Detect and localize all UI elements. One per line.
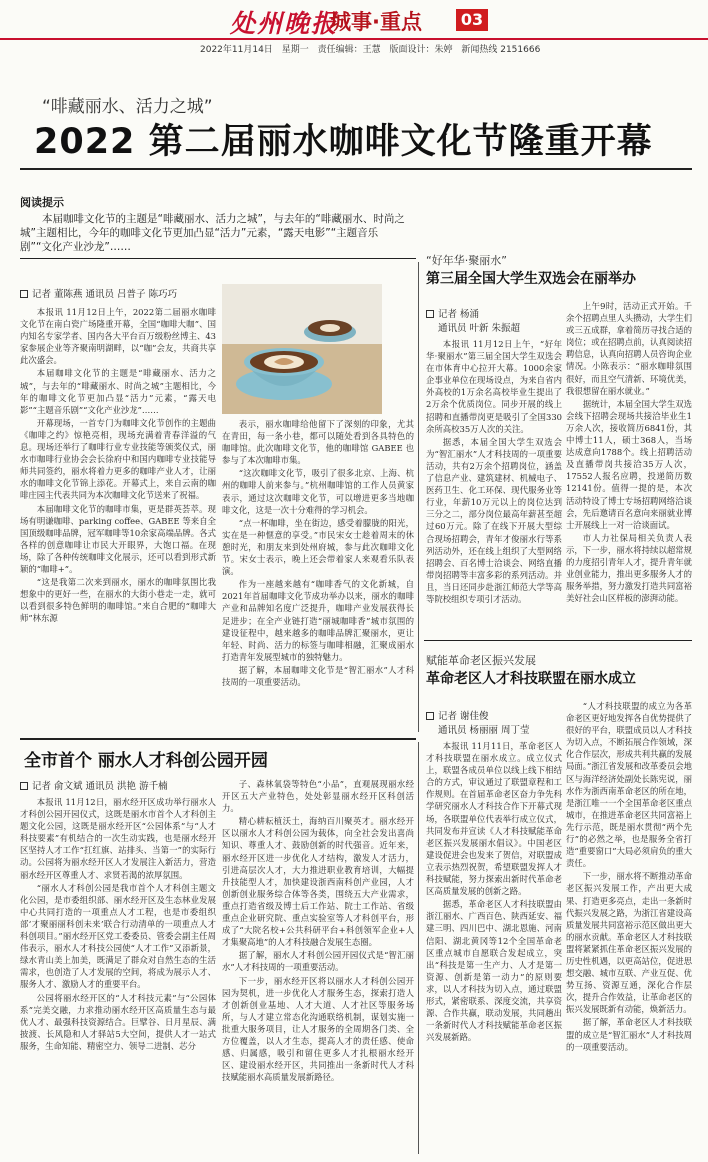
lead-byline — [20, 286, 177, 300]
coffee-photo — [222, 284, 382, 414]
story-b-column-2 — [222, 778, 414, 1084]
summary-rule — [20, 258, 416, 259]
masthead — [0, 0, 708, 46]
masthead-rule — [0, 38, 708, 40]
paragraph: 据统计，本届全国大学生双选会线下招聘会现场共接洽毕业生1万余人次，接收简历6841份，其中博士11人，硕士368人，当场达成意向1788个。线上招聘活动及直播带岗共接洽35万人次，17552人报名应聘，投递简历数12141份。值得一提的是，本次活动特设了博士专场招聘网络洽谈会，先后邀请百名意向来丽就业博士开展线上一对一洽谈面试。 — [566, 398, 692, 530]
paragraph: 据了解，本届咖啡文化节是“智汇丽水”人才科技周的一项重要活动。 — [222, 664, 414, 687]
paragraph: 本报讯 11月12日上午，“好年华·聚丽水”第三届全国大学生双选会在市体育中心拉开大幕。1000余家企事业单位在现场设点，为来自省内外高校的1万余名高校毕业生提出了2万余个优质岗位。同步开展的线上招聘和直播带岗更是吸引了全国330余所高校35万人次的关注。 — [426, 339, 562, 434]
byline-box-icon — [20, 782, 28, 790]
paragraph: 本届咖啡文化节的主题是“啡藏丽水、活力之城”，与去年的“啡藏丽水、时尚之城”主题相比，今年的咖啡文化节更加凸显“活力”元素，“露天电影”“主题音乐剧”“文化产业沙龙”…… — [20, 368, 216, 415]
paragraph: “人才科技联盟的成立为各革命老区更好地发挥各自优势提供了很好的平台，联盟成员以人才科技为切入点，不断拓展合作领域，深化合作层次，形成共利共赢的发展局面。”浙江省发展和改革委员会地区与海洋经济处副处长陈宪说，丽水作为浙西南革命老区的所在地，是浙江唯一一个全国革命老区重点城市，在推进革命老区共同富裕上先行示范，既是丽水贯彻“两个先行”的必然之举，也是服务全省打造“重要窗口”大局必须肩负的重大责任。 — [566, 701, 692, 869]
designer-credit: 版面设计：朱婷 — [389, 45, 453, 55]
paragraph: 公园将丽水经开区的“人才科技元素”与“公园体系”完美交融，力求推动丽水经开区高质量生态与最优人才、最强科技资源结合。巨擘谷、日月星辰、满披渡、长风隐和人才驿站5大空间，提供人才一站式服务，生命知能、精密空力、领导二进制、芯分 — [20, 992, 216, 1051]
lead-column-2 — [222, 418, 414, 689]
story-d-column-2 — [566, 700, 692, 1054]
paragraph: 本报讯 11月12日上午，2022第二届丽水咖啡文化节在南白瓷广场隆重开幕，全国“咖啡大咖”、国内知名专家学者、国内各大平台百万级粉丝博主、43家参展企业等齐聚南明湖畔，以“咖”会友，共商共享此次盛会。 — [20, 307, 216, 366]
paragraph: 本报讯 11月11日，革命老区人才科技联盟在丽水成立。成立仪式上，联盟各成员单位以线上线下相结合的方式，审议通过了联盟章程和工作规则。在首届革命老区奋力争先科学研究丽水人才科技合作下开幕式现场，各联盟单位代表举行成立仪式，共同发布并宣读《人才科技赋能革命老区振兴发展丽水倡议》。中国老区建设促进会也发来了贺信，对联盟成立表示热烈祝贺，希望联盟发挥人才科技赋能，努力探索出新时代革命老区高质量发展的创新之路。 — [426, 741, 562, 897]
story-d-byline — [426, 708, 489, 722]
paragraph: 下一步，丽水经开区将以丽水人才科创公园开园为契机，进一步优化人才服务生态，探索打造人才创新创业基地、人才大道、人才社区等服务场所，与人才建立常态化沟通联络机制，谋划实施一批重大服务项目，让人才服务的全周期各门类、全方位覆盖，以人才生态，提高人才的责任感、使命感、归属感，吸引和留住更多人才扎根丽水经开区、建设丽水经开区，共同推出一条新时代人才科技赋能丽水高质量发展新路径。 — [222, 975, 414, 1083]
story-d-column-1 — [426, 740, 562, 1044]
paragraph: 市人力社保局相关负责人表示，下一步，丽水将持续以超常规的力度招引青年人才，提升青年就业创业能力，推出更多服务人才的服务举措，努力激发打造共同富裕美好社会山区样板的澎湃动能。 — [566, 532, 692, 604]
paragraph: “点一杯咖啡，坐在街边，感受着朦胧的阳光，实在是一种惬意的享受。”市民宋女士趁着周末的休憩时光，和朋友来到处州府城，参与此次咖啡文化节。宋女士表示，晚上还会带着家人来观看乐队表演。 — [222, 517, 414, 577]
paragraph: 子、森林氧袋等特色“小品”，直观展现丽水经开区五大产业特色，处处彰显丽水经开区科创活力。 — [222, 779, 414, 814]
summary-text: 本届咖啡文化节的主题是“啡藏丽水、活力之城”，与去年的“啡藏丽水、时尚之城”主题相比，今年的咖啡文化节更加凸显“活力”元素，“露天电影”“主题音乐剧”“文化产业沙龙”…… — [20, 213, 405, 253]
story-c-byline-text: 记者 杨涌 — [438, 309, 480, 320]
paragraph: 开幕现场，一首专门为咖啡文化节创作的主题曲《咖啡之约》惊艳亮相，现场充满着青春洋溢的气息。现场还举行了咖啡行业专业技能等颁奖仪式，丽水市咖啡行业协会会长徐府中和国内咖啡专业技能导师共同签约，丽水将着力更多的咖啡产业人才，让丽水的咖啡文化节锦上添花。开幕式上，来自云南的咖啡庄园主代表共同为本次咖啡文化节送来了祝福。 — [20, 417, 216, 501]
paragraph: 据悉，本届全国大学生双选会为“智汇丽水”人才科技周的一项重要活动，共有2万余个招聘岗位，涵盖了信息产业、建筑建材、机械电子、医药卫生、化工环保、现代服务业等行业，年薪10万元以上的岗位达到三分之二，部分岗位最高年薪甚至超过60万元。除了在线下开展大型综合现场招聘会，青年才俊丽水行等系列活动外，还在线上组织了大型网络招聘会、百名博士洽谈会、网络直播带岗招聘等丰富多彩的系列活动。并且，当日还同步赴浙江师范大学等高等院校组织专项引才活动。 — [426, 436, 562, 604]
story-b-headline: 全市首个 丽水人才科创公园开园 — [24, 751, 268, 771]
story-c-column-1 — [426, 338, 562, 606]
paragraph: 下一步，丽水将不断推动革命老区振兴发展工作，产出更大成果、打造更多亮点，走出一条新时代振兴发展之路，为浙江省建设高质量发展共同富裕示范区做出更大的丽水贡献。革命老区人才科技联盟将紧紧抓住革命老区振兴发展的历史性机遇，以更高站位，促进思想交融、城市互联、产业互促、优势互扬、资源互通，深化合作层次，提升合作效益，让革命老区的振兴发展既新有动能，焕新活力。 — [566, 871, 692, 1015]
paragraph: 上午9时，活动正式开始。千余个招聘点里人头攒动，大学生们或三五成群，拿着简历寻找合适的岗位；或在招聘点前，认真阅读招聘信息，认真向招聘人员咨询企业情况。小陈表示：“丽水咖啡氛围很好，而且空气清新、环境优美，我很想留在丽水就业。” — [566, 301, 692, 396]
paragraph: 作为一座越来越有“咖啡香气的文化新城，自2021年首届咖啡文化节成功举办以来，丽水的咖啡产业和品牌知名度广泛提升，咖啡产业发展获得长足进步；在全产业链打造“丽城咖啡香”城市氛围的建设征程中，越来越多的咖啡品牌汇聚丽水，更让年轻、时尚、活力的标签与咖啡相融，汇聚成丽水打造青年发展型城市的独特魅力。 — [222, 579, 414, 662]
lead-kicker: “啡藏丽水、活力之城” — [42, 97, 213, 117]
paper-logo: 处州晚报 — [230, 9, 339, 38]
headline-rule — [20, 168, 692, 170]
lead-headline: 2022 第二届丽水咖啡文化节隆重开幕 — [34, 122, 653, 162]
lead-column-1 — [20, 306, 216, 625]
story-d-byline-2: 通讯员 杨丽丽 周丁莹 — [438, 725, 530, 736]
story-d-kicker: 赋能革命老区振兴发展 — [426, 654, 536, 667]
paragraph: 表示，丽水咖啡给他留下了深刻的印象，尤其在青田，每一条小巷，都可以随处看到各具特色的咖啡馆。此次咖啡文化节，他的咖啡馆 GABEE 也参与了本次咖啡市集。 — [222, 419, 414, 466]
paragraph: 精心耕耘植沃土，海纳百川聚英才。丽水经开区以丽水人才科创公园为载体，向全社会发出喜尚知识、尊重人才、鼓励创新的时代强音。近年来，丽水经开区进一步优化人才结构，激发人才活力，引进高层次人才，大力推进职业教育培训，大幅提升技能型人才，加快建设浙西南科创产业园，人才创新创业服务综合体等各类，围绕五大产业需求，重点打造省级及博士后工作站、院士工作站、省级重点企业研究院、重点实验室等人才科创平台，形成了“大院名校+公共科研平台+科创领军企业+人才集聚高地”的人才科技融合发展生态圈。 — [222, 816, 414, 948]
paragraph: 据悉，革命老区人才科技联盟由浙江丽水、广西百色、陕西延安、福建三明、四川巴中、湖北恩施、河南信阳、湖北黄冈等12个全国革命老区重点城市自愿联合发起成立，突出“科技是第一生产力、人才是第一资源、创新是第一动力”的原则要求，以人才科技为切入点，通过联盟形式，紧密联系、深度交流，共享资源、合作共赢，联动发展，共同趟出一条新时代人才科技赋能革命老区振兴发展新路。 — [426, 899, 562, 1043]
latte-art-illustration — [222, 284, 382, 414]
section-title: 城事·重点 — [330, 10, 422, 34]
story-c-kicker: “好年华·聚丽水” — [426, 254, 507, 267]
story-b-byline — [20, 778, 168, 792]
summary-heading: 阅读提示 — [20, 196, 64, 209]
issue-weekday: 星期一 — [281, 45, 309, 55]
byline-box-icon — [426, 310, 434, 318]
byline-box-icon — [426, 712, 434, 720]
story-d-byline-text: 记者 谢佳俊 — [438, 711, 489, 722]
editor-credit: 责任编辑：王慧 — [317, 45, 381, 55]
issue-date: 2022年11月14日 — [200, 45, 273, 55]
section-rule — [20, 738, 416, 740]
paragraph: 据了解，丽水人才科创公园开园仪式是“智汇丽水”人才科技周的一项重要活动。 — [222, 950, 414, 973]
news-hotline: 新闻热线 2151666 — [461, 45, 541, 55]
paragraph: 本报讯 11月12日，丽水经开区成功举行丽水人才科创公园开园仪式，这既是丽水市首个人才科创主题文化公园，这既是丽水经开区“公园体系”与“人才科技要素”有机结合的一次生动实践，也是丽水经开区坚持人才工作“扛红旗、站排头、当第一”的实际行动。公园将为丽水经开区人才发展注入新活力，营造丽水经开区尊重人才、求贤若渴的浓厚氛围。 — [20, 797, 216, 880]
column-separator — [418, 262, 419, 732]
dateline — [200, 42, 546, 55]
story-c-byline — [426, 306, 479, 320]
column-separator — [418, 742, 419, 1154]
page-number: 03 — [456, 9, 488, 31]
paragraph: “丽水人才科创公园是我市首个人才科创主题文化公园，是市委组织部、丽水经开区及生态林业发展中心共同打造的一项重点人才工程，也是市委组织部‘才聚丽丽科创未来’联合行动清单的一项重点人才科创项目。”丽水经开区党工委委员、管委会副主任周伟表示，丽水人才科技公园使“人才工作”又添新景，绿水青山美上加美，既满足了群众对自然生态的生活需求，也创造了人才发展的空间，将成为展示人才、服务人才、激励人才的重要平台。 — [20, 882, 216, 990]
story-c-headline: 第三届全国大学生双选会在丽举办 — [426, 271, 636, 287]
paragraph: 据了解，革命老区人才科技联盟的成立是“智汇丽水”人才科技周的一项重要活动。 — [566, 1017, 692, 1052]
story-c-byline-2: 通讯员 叶新 朱振超 — [438, 323, 521, 334]
story-b-byline-text: 记者 俞文斌 通讯员 洪艳 游千楠 — [32, 781, 168, 792]
story-b-column-1 — [20, 796, 216, 1053]
story-d-top-rule — [424, 640, 692, 641]
story-d-headline: 革命老区人才科技联盟在丽水成立 — [426, 671, 636, 687]
paragraph: 本届咖啡文化节的咖啡市集，更是群英荟萃。现场有明谦咖啡、parking coffee、GABEE 等来自全国顶级咖啡品牌，冠军咖啡等10余家高端品牌。各式各样的创意咖啡让市民大开眼界，大饱口福。在现场，除了各种传统咖啡文化展示，还可以看到形式新颖的“咖啡+”。 — [20, 503, 216, 574]
paragraph: “这次咖啡文化节，吸引了很多北京、上海、杭州的咖啡人前来参与。”杭州咖啡馆的工作人员黄家表示，通过这次咖啡文化节，可以增进更多当地咖啡文化，这是一次十分难得的学习机会。 — [222, 468, 414, 515]
story-c-column-2 — [566, 300, 692, 605]
lead-byline-text: 记者 董陈燕 通讯员 吕普子 陈巧巧 — [32, 289, 178, 300]
paragraph: “这是我第二次来到丽水，丽水的咖啡氛围比我想象中的更好一些，在丽水的大街小巷走一走，就可以看到很多特色鲜明的咖啡馆。”来自合肥的“咖啡大师”林东源 — [20, 577, 216, 624]
byline-box-icon — [20, 290, 28, 298]
